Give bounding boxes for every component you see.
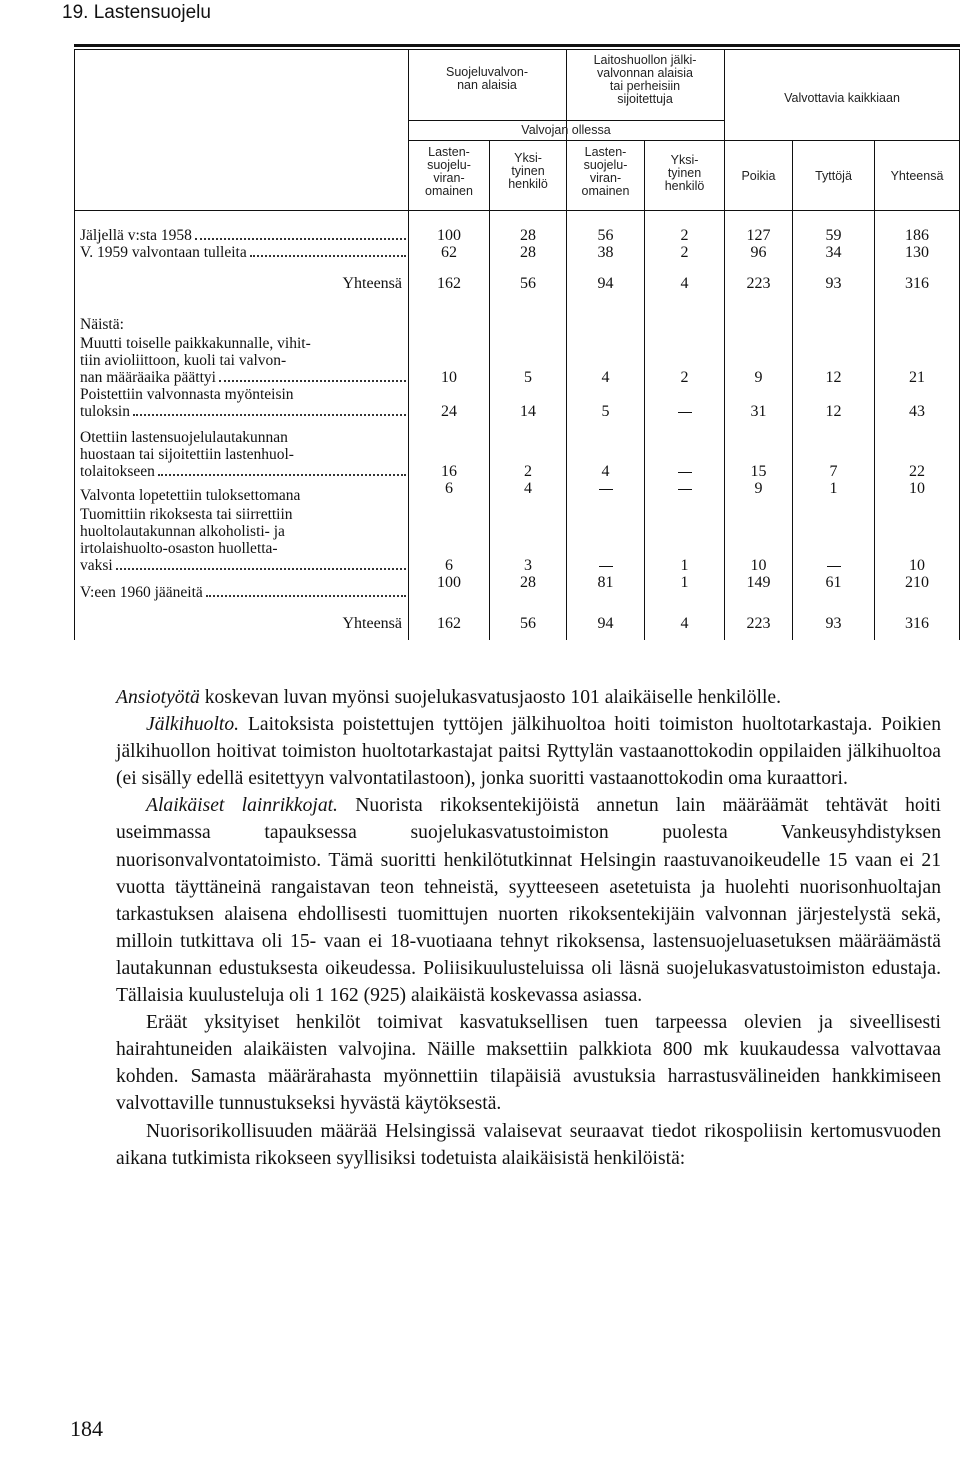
- table-cell: 61: [825, 574, 842, 591]
- vrule-left: [74, 50, 75, 640]
- header-col-lastensuojelu-2: Lasten- suojelu- viran- omainen: [581, 145, 630, 198]
- header-bottom-rule: [74, 210, 960, 211]
- row-label-tuomittiin: Tuomittiin rikoksesta tai siirrettiin huoltolautakunnan alkoholisti- ja irtolaishuolto-osaston huolletta- vaksi: [80, 506, 408, 574]
- table-cell: 93: [825, 275, 842, 292]
- dash-mark: [827, 566, 841, 567]
- table-cell: 9: [754, 369, 763, 386]
- paragraph-lainrikkojat: Alaikäiset lainrikkojat. Nuorista rikoksentekijöistä annetun lain määräämät tehtävät hoiti useimmassa tapauksessa suojelukasvatustoimiston puolesta Vankeusyhdistyksen nuorisonvalvontatoimisto. Tämä suoritti henkilötutkinnat Helsingin raastuvanoikeudelle 15 vaan ei 21 vuotta täyttäneinä rangaistavan teon tehneistä, syytteeseen asetetuista ja huolehti nuorisonhuoltajan tarkastuksen alaisena ehdollisesti tuomittujen nuorten rikoksentekijäin valvonnan järjestelystä sekä, milloin tutkittava oli 15- vaan ei 18-vuotiaana tehnyt rikoksensa, lastensuojeluasetuksen määräämästä lautakunnan edustuksesta oikeudessa. Poliisikuulusteluissa oli läsnä suojelukasvatustoimiston edustaja. Tällaisia kuulusteluja oli 1 162 (925) alaikäistä koskevassa asiassa.: [116, 795, 942, 1007]
- table-cell: 16: [441, 463, 457, 480]
- table-cell: 21: [909, 369, 925, 386]
- table-cell: 6: [445, 480, 453, 497]
- table-cell: 316: [905, 275, 929, 292]
- row-label-yhteensa-2: Yhteensä: [342, 615, 402, 632]
- table-cell: 28: [520, 244, 536, 261]
- table-cell: 149: [746, 574, 771, 591]
- table-cell: 12: [825, 369, 842, 386]
- table-cell: 7: [829, 463, 838, 480]
- table-cell: 10: [909, 480, 925, 497]
- table-cell: 4: [601, 369, 610, 386]
- dash-mark: [678, 412, 692, 413]
- table-cell: 100: [437, 574, 461, 591]
- row-label-valvonta-lopetettiin: Valvonta lopetettiin tuloksettomana: [80, 487, 301, 504]
- table-cell: 223: [746, 615, 771, 632]
- table-cell: 4: [680, 615, 689, 632]
- table-cell: 59: [825, 227, 842, 244]
- table-cell: 2: [680, 369, 689, 386]
- table-cell: 162: [437, 615, 461, 632]
- paragraph-valvojat: Eräät yksityiset henkilöt toimivat kasvatuksellisen tuen tarpeessa olevien ja siveellisesti hairahtuneiden alaikäisten valvojina. Näille maksettiin palkkiota 800 mk kuukaudessa valvottavaa kohden. Samasta määrärahasta myönnettiin tilapäisiä avustuksia harrastusvälineiden hankkimiseen valvottaville tunnustukseksi hyvästä käytöksestä.: [116, 1012, 941, 1115]
- table-cell: 130: [905, 244, 929, 261]
- table-cell: 3: [524, 557, 532, 574]
- header-valvojan-ollessa: Valvojan ollessa: [521, 123, 611, 137]
- table-cell: 94: [597, 615, 614, 632]
- table-cell: 2: [680, 244, 689, 261]
- table-cell: 22: [909, 463, 925, 480]
- table-cell: 2: [680, 227, 689, 244]
- table-cell: 56: [520, 615, 536, 632]
- header-col-yksityinen-1: Yksi- tyinen henkilö: [508, 151, 548, 191]
- table-cell: 1: [829, 480, 838, 497]
- table-cell: 38: [597, 244, 614, 261]
- paragraph-jalkihuolto: Jälkihuolto. Laitoksista poistettujen tyttöjen jälkihuoltoa hoiti toimiston huoltotarkastaja. Poikien jälkihuollon hoitivat toimiston huoltotarkastajat paitsi Ryttylän vastaanottokodin oppilaiden jälkihuoltoa (ei sisälly edellä esitettyyn valvontatilastoon), jonka suoritti vastaanottokodin oma kuraattori.: [116, 714, 941, 790]
- table-cell: [567, 480, 644, 497]
- dash-mark: [678, 489, 692, 490]
- table-cell: 10: [441, 369, 457, 386]
- table-cell: [645, 480, 724, 497]
- running-head: 19. Lastensuojelu: [62, 2, 211, 23]
- row-label-yhteensa-1: Yhteensä: [342, 275, 402, 292]
- table-cell: 31: [750, 403, 767, 420]
- body-text: [116, 684, 941, 1172]
- statistics-table: [74, 44, 960, 640]
- header-col-tyttoja: Tyttöjä: [815, 169, 852, 183]
- table-cell: 9: [754, 480, 763, 497]
- dash-mark: [599, 489, 613, 490]
- table-cell: 4: [680, 275, 689, 292]
- table-cell: 94: [597, 275, 614, 292]
- table-cell: [645, 463, 724, 480]
- table-cell: 162: [437, 275, 461, 292]
- table-cell: [567, 557, 644, 574]
- vrule-c2: [566, 50, 567, 640]
- header-col-poikia: Poikia: [741, 169, 776, 183]
- table-cell: 5: [524, 369, 532, 386]
- row-label-jaljella: Jäljellä v:sta 1958: [80, 227, 408, 244]
- header-col-lastensuojelu-1: Lasten- suojelu- viran- omainen: [425, 145, 473, 198]
- dash-mark: [599, 566, 613, 567]
- row-label-poistettiin: Poistettiin valvonnasta myönteisin tuloksin: [80, 386, 408, 420]
- row-label-vuoteen-1960: V:een 1960 jääneitä: [80, 584, 408, 601]
- table-cell: 100: [437, 227, 461, 244]
- table-cell: 316: [905, 615, 929, 632]
- table-cell: 10: [750, 557, 767, 574]
- table-cell: 43: [909, 403, 925, 420]
- table-cell: 62: [441, 244, 457, 261]
- table-cell: 6: [445, 557, 453, 574]
- table-cell: [793, 557, 874, 574]
- table-cell: 127: [746, 227, 771, 244]
- table-cell: 223: [746, 275, 771, 292]
- row-label-otettiin: Otettiin lastensuojelulautakunnan huostaan tai sijoitettiin lastenhuol- tolaitokseen: [80, 429, 408, 480]
- paragraph-nuorisorikollisuus: Nuorisorikollisuuden määrää Helsingissä valaisevat seuraavat tiedot rikospoliisin kertomusvuoden aikana tutkimista rikokseen syyllisiksi todetuista alaikäisistä henkilöistä:: [116, 1120, 941, 1169]
- row-label-tulleita: V. 1959 valvontaan tulleita: [80, 244, 408, 261]
- header-group-jalkivalvonta: Laitoshuollon jälki- valvonnan alaisia tai perheisiin sijoitettuja: [593, 53, 697, 106]
- header-group-kaikkiaan: Valvottavia kaikkiaan: [784, 91, 900, 105]
- header-rule-kaikkiaan: [724, 140, 960, 141]
- table-cell: 34: [825, 244, 842, 261]
- header-group-suojeluvalvonta: Suojeluvalvon- nan alaisia: [446, 65, 528, 92]
- table-cell: 1: [680, 574, 689, 591]
- vrule-stub: [408, 50, 409, 640]
- page-number: 184: [70, 1416, 103, 1441]
- table-top-rule-thin: [74, 49, 960, 50]
- dash-mark: [678, 472, 692, 473]
- row-label-naista: Näistä:: [80, 316, 124, 333]
- row-label-muutti: Muutti toiselle paikkakunnalle, vihit- tiin avioliittoon, kuoli tai valvon- nan määräaika päättyi: [80, 335, 408, 386]
- table-cell: 12: [825, 403, 842, 420]
- table-cell: 10: [909, 557, 925, 574]
- table-cell: 4: [524, 480, 532, 497]
- table-cell: 81: [597, 574, 614, 591]
- table-cell: 96: [750, 244, 767, 261]
- table-cell: 93: [825, 615, 842, 632]
- table-cell: [645, 403, 724, 420]
- header-col-yhteensa: Yhteensä: [890, 169, 944, 183]
- table-cell: 28: [520, 574, 536, 591]
- table-cell: 56: [520, 275, 536, 292]
- header-col-yksityinen-2: Yksi- tyinen henkilö: [664, 153, 705, 193]
- table-cell: 14: [520, 403, 536, 420]
- table-top-rule: [74, 44, 960, 47]
- table-cell: 56: [597, 227, 614, 244]
- paragraph-ansiotyo: Ansiotyötä koskevan luvan myönsi suojelukasvatusjaosto 101 alaikäiselle henkilölle.: [116, 687, 781, 708]
- table-cell: 15: [750, 463, 767, 480]
- table-cell: 24: [441, 403, 457, 420]
- table-cell: 4: [601, 463, 610, 480]
- table-cell: 1: [680, 557, 689, 574]
- table-cell: 186: [905, 227, 929, 244]
- table-cell: 5: [601, 403, 610, 420]
- table-cell: 2: [524, 463, 532, 480]
- vrule-c4: [724, 50, 725, 640]
- table-cell: 210: [905, 574, 929, 591]
- table-cell: 28: [520, 227, 536, 244]
